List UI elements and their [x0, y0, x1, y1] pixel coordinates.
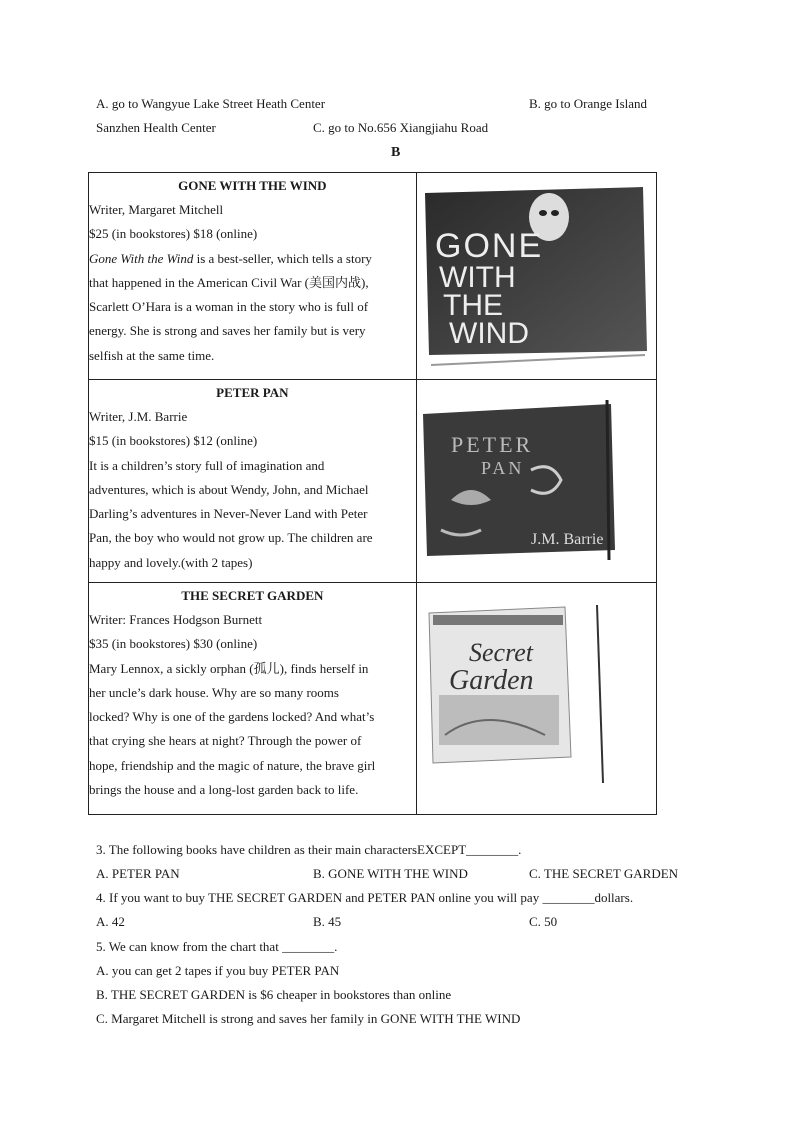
book-description-line: Darling’s adventures in Never-Never Land with Peter — [89, 506, 368, 522]
cover-text: WIND — [448, 317, 529, 350]
peter-pan-cover-image — [421, 400, 653, 575]
question-5-option-b: B. THE SECRET GARDEN is $6 cheaper in bookstores than online — [96, 987, 452, 1002]
book-writer: Writer, J.M. Barrie — [89, 409, 188, 424]
book-title: PETER PAN — [216, 385, 289, 400]
cover-text: WITH — [438, 261, 516, 294]
cover-text: Garden — [448, 665, 534, 696]
question-4-option-c: C. 50 — [529, 914, 558, 929]
table-row — [89, 173, 657, 380]
cover-text: PETER — [450, 432, 533, 457]
book-description-line: Scarlett O’Hara is a woman in the story who is full of — [89, 299, 369, 315]
book-description-line — [89, 247, 416, 271]
book-description-line: that happened in the American Civil War (美国内战), — [89, 274, 369, 290]
question-3-option-a: A. PETER PAN — [96, 866, 180, 881]
book-description-line: her uncle’s dark house. Why are so many rooms — [89, 684, 339, 700]
book-price: $25 (in bookstores) $18 (online) — [89, 226, 258, 242]
book-title: GONE WITH THE WIND — [178, 178, 327, 193]
cover-text: J.M. Barrie — [530, 531, 604, 548]
book-description-line: brings the house and a long-lost garden back to life. — [89, 782, 359, 798]
book-description-line: adventures, which is about Wendy, John, and Michael — [89, 481, 369, 497]
book-cover-cell — [416, 380, 656, 583]
book-description-line: selfish at the same time. — [89, 347, 215, 363]
section-label: B — [391, 145, 401, 160]
question-4-option-a: A. 42 — [96, 914, 125, 929]
cover-text: GONE — [434, 227, 543, 265]
book-info-cell — [89, 583, 417, 815]
book-description-line: Pan, the boy who would not grow up. The children are — [89, 530, 373, 546]
book-description-line: that crying she hears at night? Through the power of — [89, 733, 362, 749]
table-row — [89, 583, 657, 815]
book-description-line: Mary Lennox, a sickly orphan (孤儿), finds herself in — [89, 660, 369, 676]
book-price: $15 (in bookstores) $12 (online) — [89, 433, 258, 449]
book-description-line: locked? Why is one of the gardens locked? And what’s — [89, 709, 375, 725]
option-b-prev: B. go to Orange Island — [529, 96, 648, 111]
book-description-line: energy. She is strong and saves her family but is very — [89, 323, 366, 339]
book-description-text: is a best-seller, which tells a story — [193, 250, 372, 266]
book-info-cell — [89, 173, 417, 380]
question-3-stem: 3. The following books have children as their main charactersEXCEPT________. — [96, 842, 522, 857]
question-5-option-c: C. Margaret Mitchell is strong and saves her family in GONE WITH THE WIND — [96, 1011, 521, 1026]
gone-with-the-wind-cover-image — [421, 183, 653, 373]
question-5-stem: 5. We can know from the chart that ________. — [96, 939, 338, 954]
book-price: $35 (in bookstores) $30 (online) — [89, 636, 258, 652]
cover-text: PAN — [480, 458, 525, 478]
book-description-line: happy and lovely.(with 2 tapes) — [89, 554, 253, 570]
question-4-stem: 4. If you want to buy THE SECRET GARDEN and PETER PAN online you will pay ________dollars. — [96, 890, 634, 905]
book-info-cell — [89, 380, 417, 583]
book-description-line: It is a children’s story full of imagination and — [89, 457, 325, 473]
book-title-italic: Gone With the Wind — [89, 250, 194, 266]
cover-text: THE — [442, 289, 503, 322]
book-description-line: hope, friendship and the magic of nature, the brave girl — [89, 757, 376, 773]
book-table — [88, 172, 657, 815]
book-writer: Writer, Margaret Mitchell — [89, 202, 224, 217]
book-cover-cell — [416, 173, 656, 380]
cover-text: Secret — [468, 638, 533, 667]
question-3-option-c: C. THE SECRET GARDEN — [529, 866, 679, 881]
book-cover-cell — [416, 583, 656, 815]
secret-garden-cover-image — [425, 605, 625, 785]
option-a-prev: A. go to Wangyue Lake Street Heath Center — [96, 96, 326, 111]
question-4-option-b: B. 45 — [313, 914, 342, 929]
question-3-option-b: B. GONE WITH THE WIND — [313, 866, 468, 881]
option-b-prev-cont: Sanzhen Health Center — [96, 120, 216, 135]
question-5-option-a: A. you can get 2 tapes if you buy PETER PAN — [96, 963, 340, 978]
book-title: THE SECRET GARDEN — [181, 588, 324, 603]
book-writer: Writer: Frances Hodgson Burnett — [89, 612, 263, 627]
option-c-prev: C. go to No.656 Xiangjiahu Road — [313, 120, 489, 135]
table-row — [89, 380, 657, 583]
